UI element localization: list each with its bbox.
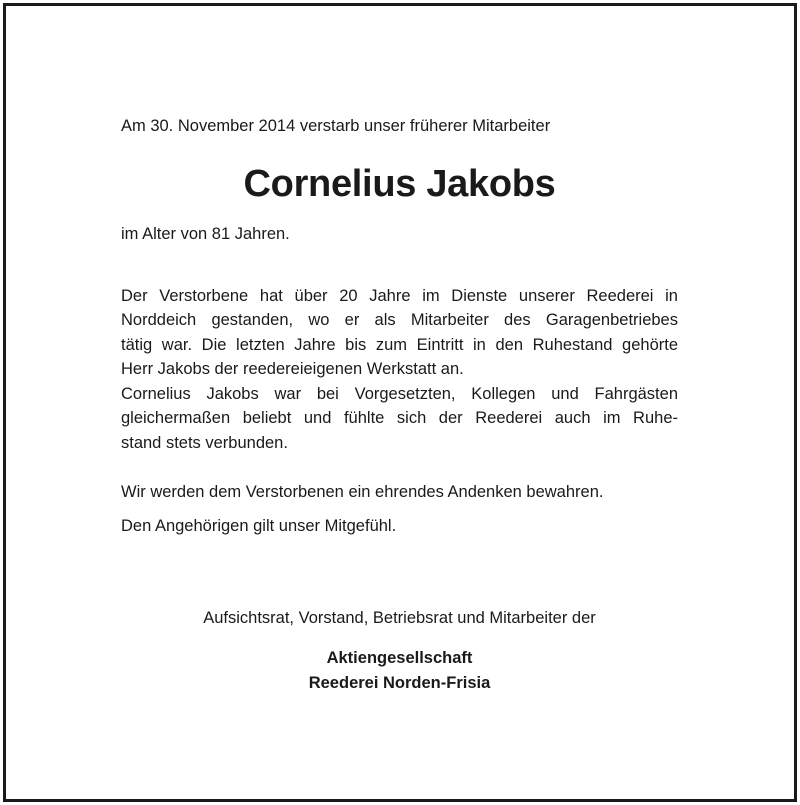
paragraph-line: Der Verstorbene hat über 20 Jahre im Dienste unserer Reederei in [121,287,678,305]
company-name-line2: Reederei Norden-Frisia [308,674,491,692]
paragraph-tribute [121,382,678,455]
paragraph-line: gleichermaßen beliebt und fühlte sich der Reederei auch im Ruhe- [121,409,678,428]
deceased-name: Cornelius Jakobs [243,163,556,205]
company-name-line1: Aktiengesellschaft [326,649,473,667]
paragraph-line: Cornelius Jakobs war bei Vorgesetzten, Kollegen und Fahrgästen [121,385,678,403]
paragraph-line: stand stets verbunden. [121,433,288,452]
paragraph-career [121,284,678,381]
closing-condolence: Den Angehörigen gilt unser Mitgefühl. [121,517,397,535]
paragraph-line: tätig war. Die letzten Jahre bis zum Eintritt in den Ruhestand gehörte [121,335,678,354]
closing-remembrance: Wir werden dem Verstorbenen ein ehrendes Andenken bewahren. [121,483,604,501]
intro-text: Am 30. November 2014 verstarb unser früherer Mitarbeiter [121,117,551,135]
paragraph-line: Herr Jakobs der reedereieigenen Werkstatt an. [121,359,464,378]
paragraph-line: Norddeich gestanden, wo er als Mitarbeiter des Garagenbetriebes [121,311,678,330]
signers-text: Aufsichtsrat, Vorstand, Betriebsrat und Mitarbeiter der [203,609,596,627]
age-text: im Alter von 81 Jahren. [121,225,290,243]
